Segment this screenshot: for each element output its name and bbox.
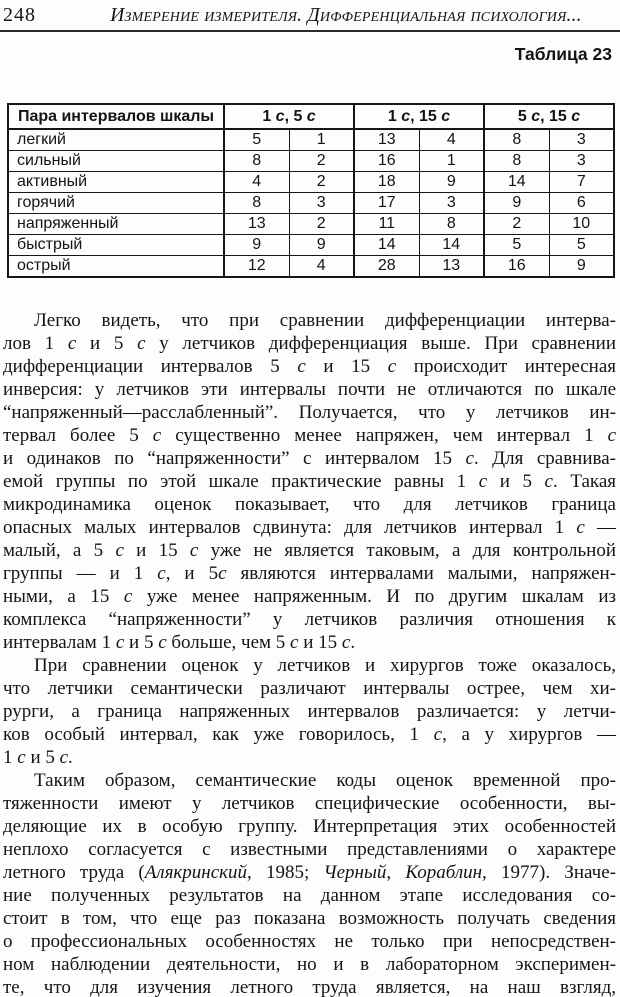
text-line: интервалам 1 с и 5 с больше, чем 5 с и 15 с. [3,632,356,653]
table-row [8,193,614,214]
table-cell: 2 [289,151,354,172]
text-line: ном наблюдении деятельности, но и в лабораторном эксперимен- [3,954,616,975]
table-cell: 8 [484,129,549,151]
table-cell: 18 [354,172,419,193]
table-cell: 13 [419,256,484,278]
table-cell: 16 [354,151,419,172]
table-cell: 9 [484,193,549,214]
text-line: стоит в том, что еще раз показана возможность получать сведения [3,908,616,929]
table-cell: 1 [289,129,354,151]
table-cell: 9 [419,172,484,193]
text-line: деляющие их в особую группу. Интерпретация этих особенностей [3,816,616,837]
paragraph [3,654,616,769]
table-row [8,235,614,256]
table-cell: 4 [224,172,289,193]
table-cell: 8 [419,214,484,235]
table-cell: 2 [289,172,354,193]
text-line: летного труда (Алякринский, 1985; Черный, Кораблин, 1977). Значе- [3,862,616,883]
table-cell: 5 [549,235,614,256]
paragraph [3,769,616,997]
table-cell: 5 [224,129,289,151]
text-line: емой группы по этой шкале практические равны 1 с и 5 с. Такая [3,471,616,492]
row-label: активный [8,172,224,193]
table-row [8,256,614,278]
text-line: опасных малых интервалов сдвинута: для летчиков интервал 1 с — [3,517,616,538]
table-row [8,214,614,235]
text-line: группы — и 1 с, и 5с являются интервалами малыми, напряжен- [3,563,617,584]
table-cell: 3 [289,193,354,214]
text-line: дифференциации интервалов 5 с и 15 с происходит интересная [3,356,617,377]
text-line: о профессиональных особенностях не только при непосредствен- [3,931,616,952]
text-line: инверсия: у летчиков эти интервалы почти не отличаются по шкале [3,379,616,400]
table-row [8,172,614,193]
table-caption: Таблица 23 [514,44,612,64]
table-cell: 13 [224,214,289,235]
text-line: ными, а 15 с уже менее напряженным. И по другим шкалам из [3,586,616,607]
text-line: ков особый интервал, как уже говорилось, 1 с, а у хирургов — [3,724,616,745]
table-cell: 16 [484,256,549,278]
page-number: 248 [3,4,36,26]
table-cell: 7 [549,172,614,193]
text-line: комплекса “напряженности” у летчиков различия отношения к [3,609,616,630]
table-cell: 8 [224,151,289,172]
table-cell: 4 [419,129,484,151]
text-line: При сравнении оценок у летчиков и хирургов тоже оказалось, [34,655,616,676]
table-cell: 2 [484,214,549,235]
table-cell: 13 [354,129,419,151]
table-cell: 9 [549,256,614,278]
text-line: тервал более 5 с существенно менее напряжен, чем интервал 1 с [3,425,616,446]
column-header-group-5s-15s: 5 с, 15 с [484,104,614,129]
text-line: неплохо согласуется с известными представлениями о характере [3,839,616,860]
table-cell: 14 [484,172,549,193]
column-header-group-1s-5s: 1 с, 5 с [224,104,354,129]
table-cell: 17 [354,193,419,214]
text-line: “напряженный—расслабленный”. Получается, что у летчиков ин- [3,402,616,423]
text-line: те, что для изучения летного труда является, на наш взгляд, [3,977,616,997]
table-cell: 28 [354,256,419,278]
text-line: ние полученных результатов на данном этапе исследования со- [3,885,616,906]
row-label: напряженный [8,214,224,235]
table-cell: 6 [549,193,614,214]
text-line: тяженности имеют у летчиков специфические особенности, вы- [3,793,616,814]
table-cell: 3 [549,151,614,172]
text-line: микродинамика оценок показывает, что для летчиков граница [3,494,616,515]
table-cell: 2 [289,214,354,235]
column-header-group-1s-15s: 1 с, 15 с [354,104,484,129]
table-cell: 14 [419,235,484,256]
table-cell: 12 [224,256,289,278]
table-cell: 9 [289,235,354,256]
row-label: легкий [8,129,224,151]
table-header-row [8,104,614,129]
text-line: Таким образом, семантические коды оценок временной про- [34,770,616,791]
text-line: лов 1 с и 5 с у летчиков дифференциация выше. При сравнении [3,333,617,354]
row-label: сильный [8,151,224,172]
row-label: быстрый [8,235,224,256]
running-header [0,0,620,32]
table-body [8,129,614,277]
row-label: острый [8,256,224,278]
intervals-table [7,103,615,278]
text-line: что летчики семантически различают интервалы острее, чем хи- [3,678,616,699]
text-line: 1 с и 5 с. [3,747,73,768]
table-cell: 14 [354,235,419,256]
paragraph [3,309,616,654]
table-cell: 9 [224,235,289,256]
table-cell: 8 [484,151,549,172]
text-line: и одинаков по “напряженности” с интервалом 15 с. Для сравнива- [3,448,616,469]
table-cell: 3 [419,193,484,214]
table-cell: 10 [549,214,614,235]
table-row [8,151,614,172]
table-cell: 3 [549,129,614,151]
table-cell: 11 [354,214,419,235]
table-cell: 1 [419,151,484,172]
running-title: Измерение измерителя. Дифференциальная психология... [110,5,582,26]
text-line: рурги, а граница напряженных интервалов различается: у летчи- [3,701,616,722]
table-cell: 5 [484,235,549,256]
table-cell: 8 [224,193,289,214]
text-line: Легко видеть, что при сравнении дифференциации интерва- [34,310,616,331]
row-label: горячий [8,193,224,214]
column-header-scale-pairs: Пара интервалов шкалы [8,104,224,129]
table-row [8,129,614,151]
table-cell: 4 [289,256,354,278]
body-text [0,309,620,997]
text-line: малый, а 5 с и 15 с уже не является таковым, а для контрольной [3,540,617,561]
